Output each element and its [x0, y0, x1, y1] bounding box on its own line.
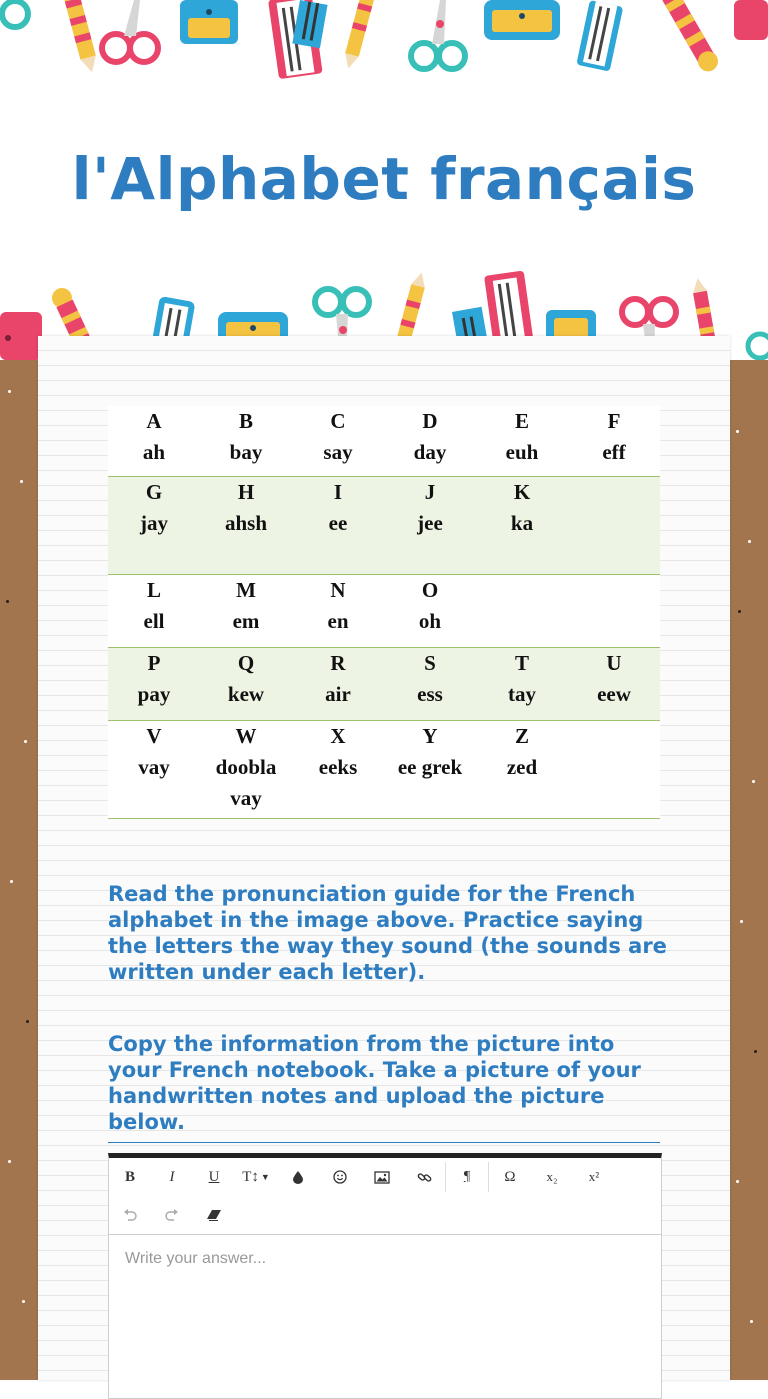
- table-cell: T tay: [476, 647, 568, 720]
- table-cell: D day: [384, 406, 476, 476]
- table-cell: Q kew: [200, 647, 292, 720]
- insert-image-button[interactable]: [361, 1158, 403, 1196]
- insert-link-button[interactable]: [403, 1158, 445, 1196]
- table-cell: I ee: [292, 476, 384, 574]
- table-cell: R air: [292, 647, 384, 720]
- undo-icon: [123, 1209, 137, 1221]
- text-color-button[interactable]: [277, 1158, 319, 1196]
- corkboard-left: [0, 360, 38, 1380]
- redo-icon: [165, 1209, 179, 1221]
- image-icon: [374, 1171, 390, 1184]
- answer-input[interactable]: Write your answer...: [125, 1250, 267, 1267]
- table-cell: C say: [292, 406, 384, 476]
- undo-button[interactable]: [109, 1196, 151, 1234]
- table-cell: O oh: [384, 574, 476, 647]
- table-cell: K ka: [476, 476, 568, 574]
- alphabet-table: [108, 406, 660, 819]
- table-row: [108, 406, 660, 476]
- worksheet-paper: [38, 336, 730, 1380]
- corkboard-right: [730, 360, 768, 1380]
- text-size-label: T↕: [242, 1168, 259, 1185]
- table-cell: B bay: [200, 406, 292, 476]
- table-cell: V vay: [108, 720, 200, 818]
- table-cell: J jee: [384, 476, 476, 574]
- table-cell: [568, 574, 660, 647]
- bold-button[interactable]: B: [124, 1168, 135, 1185]
- table-cell: S ess: [384, 647, 476, 720]
- table-cell: W doobla vay: [200, 720, 292, 818]
- text-size-button[interactable]: [235, 1158, 277, 1196]
- table-cell: [568, 476, 660, 574]
- table-cell: N en: [292, 574, 384, 647]
- page-title: l'Alphabet français: [71, 145, 697, 213]
- table-cell: U eew: [568, 647, 660, 720]
- header-banner: [0, 0, 768, 360]
- table-cell: G jay: [108, 476, 200, 574]
- table-cell: H ahsh: [200, 476, 292, 574]
- table-cell: P pay: [108, 647, 200, 720]
- table-cell: A ah: [108, 406, 200, 476]
- table-row: [108, 574, 660, 647]
- divider: [108, 1142, 660, 1143]
- instruction-copy: Copy the information from the picture into your French notebook. Take a picture of your handwritten notes and upload the picture below.: [108, 1032, 641, 1134]
- droplet-icon: [292, 1170, 304, 1184]
- paragraph-icon: ¶: [463, 1169, 471, 1184]
- table-cell: Z zed: [476, 720, 568, 818]
- table-cell: E euh: [476, 406, 568, 476]
- eraser-icon: [206, 1209, 222, 1221]
- table-cell: [476, 574, 568, 647]
- link-icon: [417, 1170, 432, 1185]
- special-character-button[interactable]: Ω: [504, 1168, 516, 1185]
- superscript-button[interactable]: x²: [588, 1169, 600, 1184]
- underline-button[interactable]: U: [208, 1168, 220, 1185]
- table-cell: Y ee grek: [384, 720, 476, 818]
- editor-toolbar: [109, 1158, 661, 1235]
- table-row: [108, 720, 660, 818]
- chevron-down-icon: ▼: [260, 1172, 270, 1182]
- table-cell: X eeks: [292, 720, 384, 818]
- smiley-icon: [333, 1170, 347, 1184]
- table-cell: L ell: [108, 574, 200, 647]
- clear-formatting-button[interactable]: [193, 1196, 235, 1234]
- table-cell: [568, 720, 660, 818]
- table-cell: F eff: [568, 406, 660, 476]
- italic-button[interactable]: I: [169, 1168, 175, 1185]
- instruction-read: Read the pronunciation guide for the French alphabet in the image above. Practice saying the letters the way they sound (the sounds are written under each letter).: [108, 882, 667, 984]
- redo-button[interactable]: [151, 1196, 193, 1234]
- table-row: [108, 476, 660, 574]
- paragraph-direction-button[interactable]: [446, 1158, 488, 1196]
- subscript-button[interactable]: x₂: [546, 1169, 558, 1184]
- answer-editor: [108, 1153, 662, 1399]
- table-row: [108, 647, 660, 720]
- emoji-button[interactable]: [319, 1158, 361, 1196]
- table-cell: M em: [200, 574, 292, 647]
